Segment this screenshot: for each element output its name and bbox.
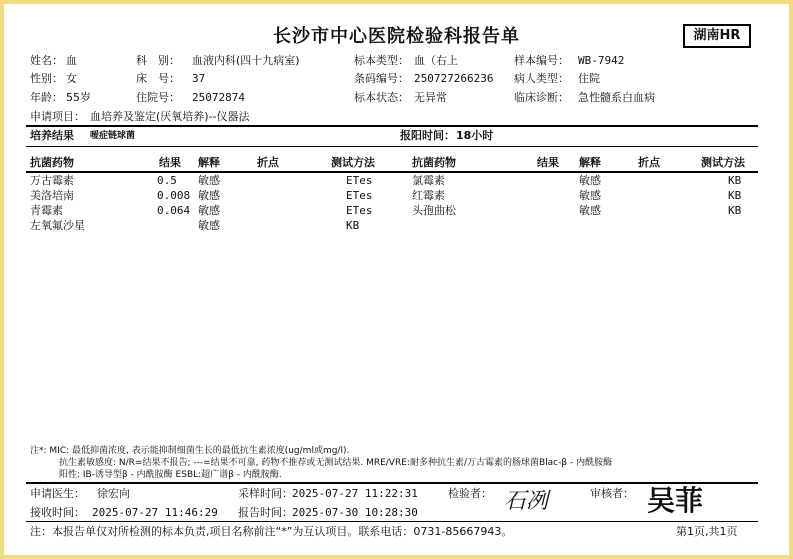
specimen-status-value: 无异常 <box>414 91 447 104</box>
divider-line <box>26 125 758 127</box>
table-header-method: 测试方法 <box>701 156 745 169</box>
drug-interp: 敏感 <box>198 189 220 202</box>
table-header-result: 结果 <box>159 156 181 169</box>
footer-divider-line <box>26 521 758 522</box>
drug-name: 头孢曲松 <box>412 204 456 217</box>
drug-method: ETes <box>346 189 373 202</box>
drug-name: 左氧氟沙星 <box>30 219 85 232</box>
drug-result: 0.008 <box>157 189 191 202</box>
drug-interp: 敏感 <box>579 189 601 202</box>
dept-label: 科 别： <box>136 54 180 67</box>
specimen-status-label: 标本状态： <box>354 91 409 104</box>
tester-signature: 石冽 <box>504 489 549 514</box>
name-label: 姓名： <box>30 54 63 67</box>
drug-name: 万古霉素 <box>30 174 74 187</box>
receive-time-label: 接收时间： <box>30 506 85 519</box>
specimen-type-value: 血（右上 <box>414 54 458 67</box>
collect-time-label: 采样时间： <box>238 487 293 500</box>
table-header-interp: 解释 <box>579 156 601 169</box>
notes-line: 注*: MIC: 最低抑菌浓度, 表示能抑制细菌生长的最低抗生素浓度(ug/ml或mg/l). <box>30 446 350 456</box>
table-header-breakpoint: 折点 <box>638 156 660 169</box>
drug-name: 美洛培南 <box>30 189 74 202</box>
report-title: 长沙市中心医院检验科报告单 <box>273 26 520 47</box>
age-value: 55岁 <box>66 91 91 104</box>
barcode-label: 条码编号： <box>354 72 409 85</box>
drug-interp: 敏感 <box>579 204 601 217</box>
hospital-stamp: 湖南HR <box>683 24 751 48</box>
table-header-method: 测试方法 <box>331 156 375 169</box>
barcode-value: 250727266236 <box>414 72 494 85</box>
name-value: 血 <box>66 54 77 67</box>
report-positive-time-value: 18小时 <box>456 129 494 142</box>
report-positive-time-label: 报阳时间： <box>400 129 455 142</box>
drug-method: KB <box>728 204 742 217</box>
sample-no-value: WB-7942 <box>578 54 625 67</box>
drug-interp: 敏感 <box>579 174 601 187</box>
drug-interp: 敏感 <box>198 219 220 232</box>
diagnosis-label: 临床诊断： <box>514 91 569 104</box>
table-header-drug: 抗菌药物 <box>30 156 74 169</box>
sample-no-label: 样本编号： <box>514 54 569 67</box>
diagnosis-value: 急性髓系白血病 <box>578 91 655 104</box>
footer-note: 注：本报告单仅对所检测的标本负责,项目名称前注“*”为互认项目。联系电话：0731-85667943。 <box>30 525 513 538</box>
drug-result: 0.5 <box>157 174 177 187</box>
divider-line <box>26 146 758 147</box>
request-value: 血培养及鉴定(厌氧培养)--仪器法 <box>90 110 250 123</box>
table-header-result: 结果 <box>537 156 559 169</box>
patient-type-value: 住院 <box>578 72 600 85</box>
reviewer-label: 审核者： <box>590 487 634 500</box>
culture-result-label: 培养结果 <box>30 129 74 142</box>
report-time-value: 2025-07-30 10:28:30 <box>292 506 418 519</box>
drug-name: 氯霉素 <box>412 174 445 187</box>
drug-interp: 敏感 <box>198 174 220 187</box>
notes-line: 阳性: IB-诱导型β - 内酰胺酶 ESBL:超广谱β - 内酰胺酶. <box>59 470 282 480</box>
dept-value: 血液内科(四十九病室) <box>192 54 300 67</box>
drug-name: 青霉素 <box>30 204 63 217</box>
admission-value: 25072874 <box>192 91 245 104</box>
requester-label: 申请医生： <box>30 487 85 500</box>
gender-label: 性别： <box>30 72 63 85</box>
drug-name: 红霉素 <box>412 189 445 202</box>
requester-value: 徐宏向 <box>97 487 130 500</box>
specimen-type-label: 标本类型： <box>354 54 409 67</box>
collect-time-value: 2025-07-27 11:22:31 <box>292 487 418 500</box>
receive-time-value: 2025-07-27 11:46:29 <box>92 506 218 519</box>
notes-line: 抗生素敏感度: N/R=结果不报告; ---=结果不可靠, 药物不推荐或无测试结果. MRE/VRE:耐多种抗生素/万古霉素的肠球菌Blac-β - 内酰胺酶 <box>59 458 613 468</box>
bed-label: 床 号： <box>136 72 180 85</box>
drug-method: KB <box>728 174 742 187</box>
culture-result-value: 嗳症链球菌 <box>90 131 136 141</box>
patient-type-label: 病人类型： <box>514 72 569 85</box>
request-label: 申请项目： <box>30 110 85 123</box>
page-number: 第1页,共1页 <box>676 525 738 538</box>
bed-value: 37 <box>192 72 206 85</box>
drug-method: KB <box>346 219 360 232</box>
drug-interp: 敏感 <box>198 204 220 217</box>
table-header-drug: 抗菌药物 <box>412 156 456 169</box>
table-header-breakpoint: 折点 <box>257 156 279 169</box>
table-header-line <box>26 171 758 173</box>
gender-value: 女 <box>66 72 77 85</box>
age-label: 年龄： <box>30 91 63 104</box>
drug-result: 0.064 <box>157 204 191 217</box>
drug-method: KB <box>728 189 742 202</box>
reviewer-signature: 吴菲 <box>647 484 704 517</box>
report-time-label: 报告时间： <box>238 506 293 519</box>
drug-method: ETes <box>346 174 373 187</box>
admission-label: 住院号： <box>136 91 180 104</box>
table-header-interp: 解释 <box>198 156 220 169</box>
tester-label: 检验者： <box>448 487 492 500</box>
drug-method: ETes <box>346 204 373 217</box>
